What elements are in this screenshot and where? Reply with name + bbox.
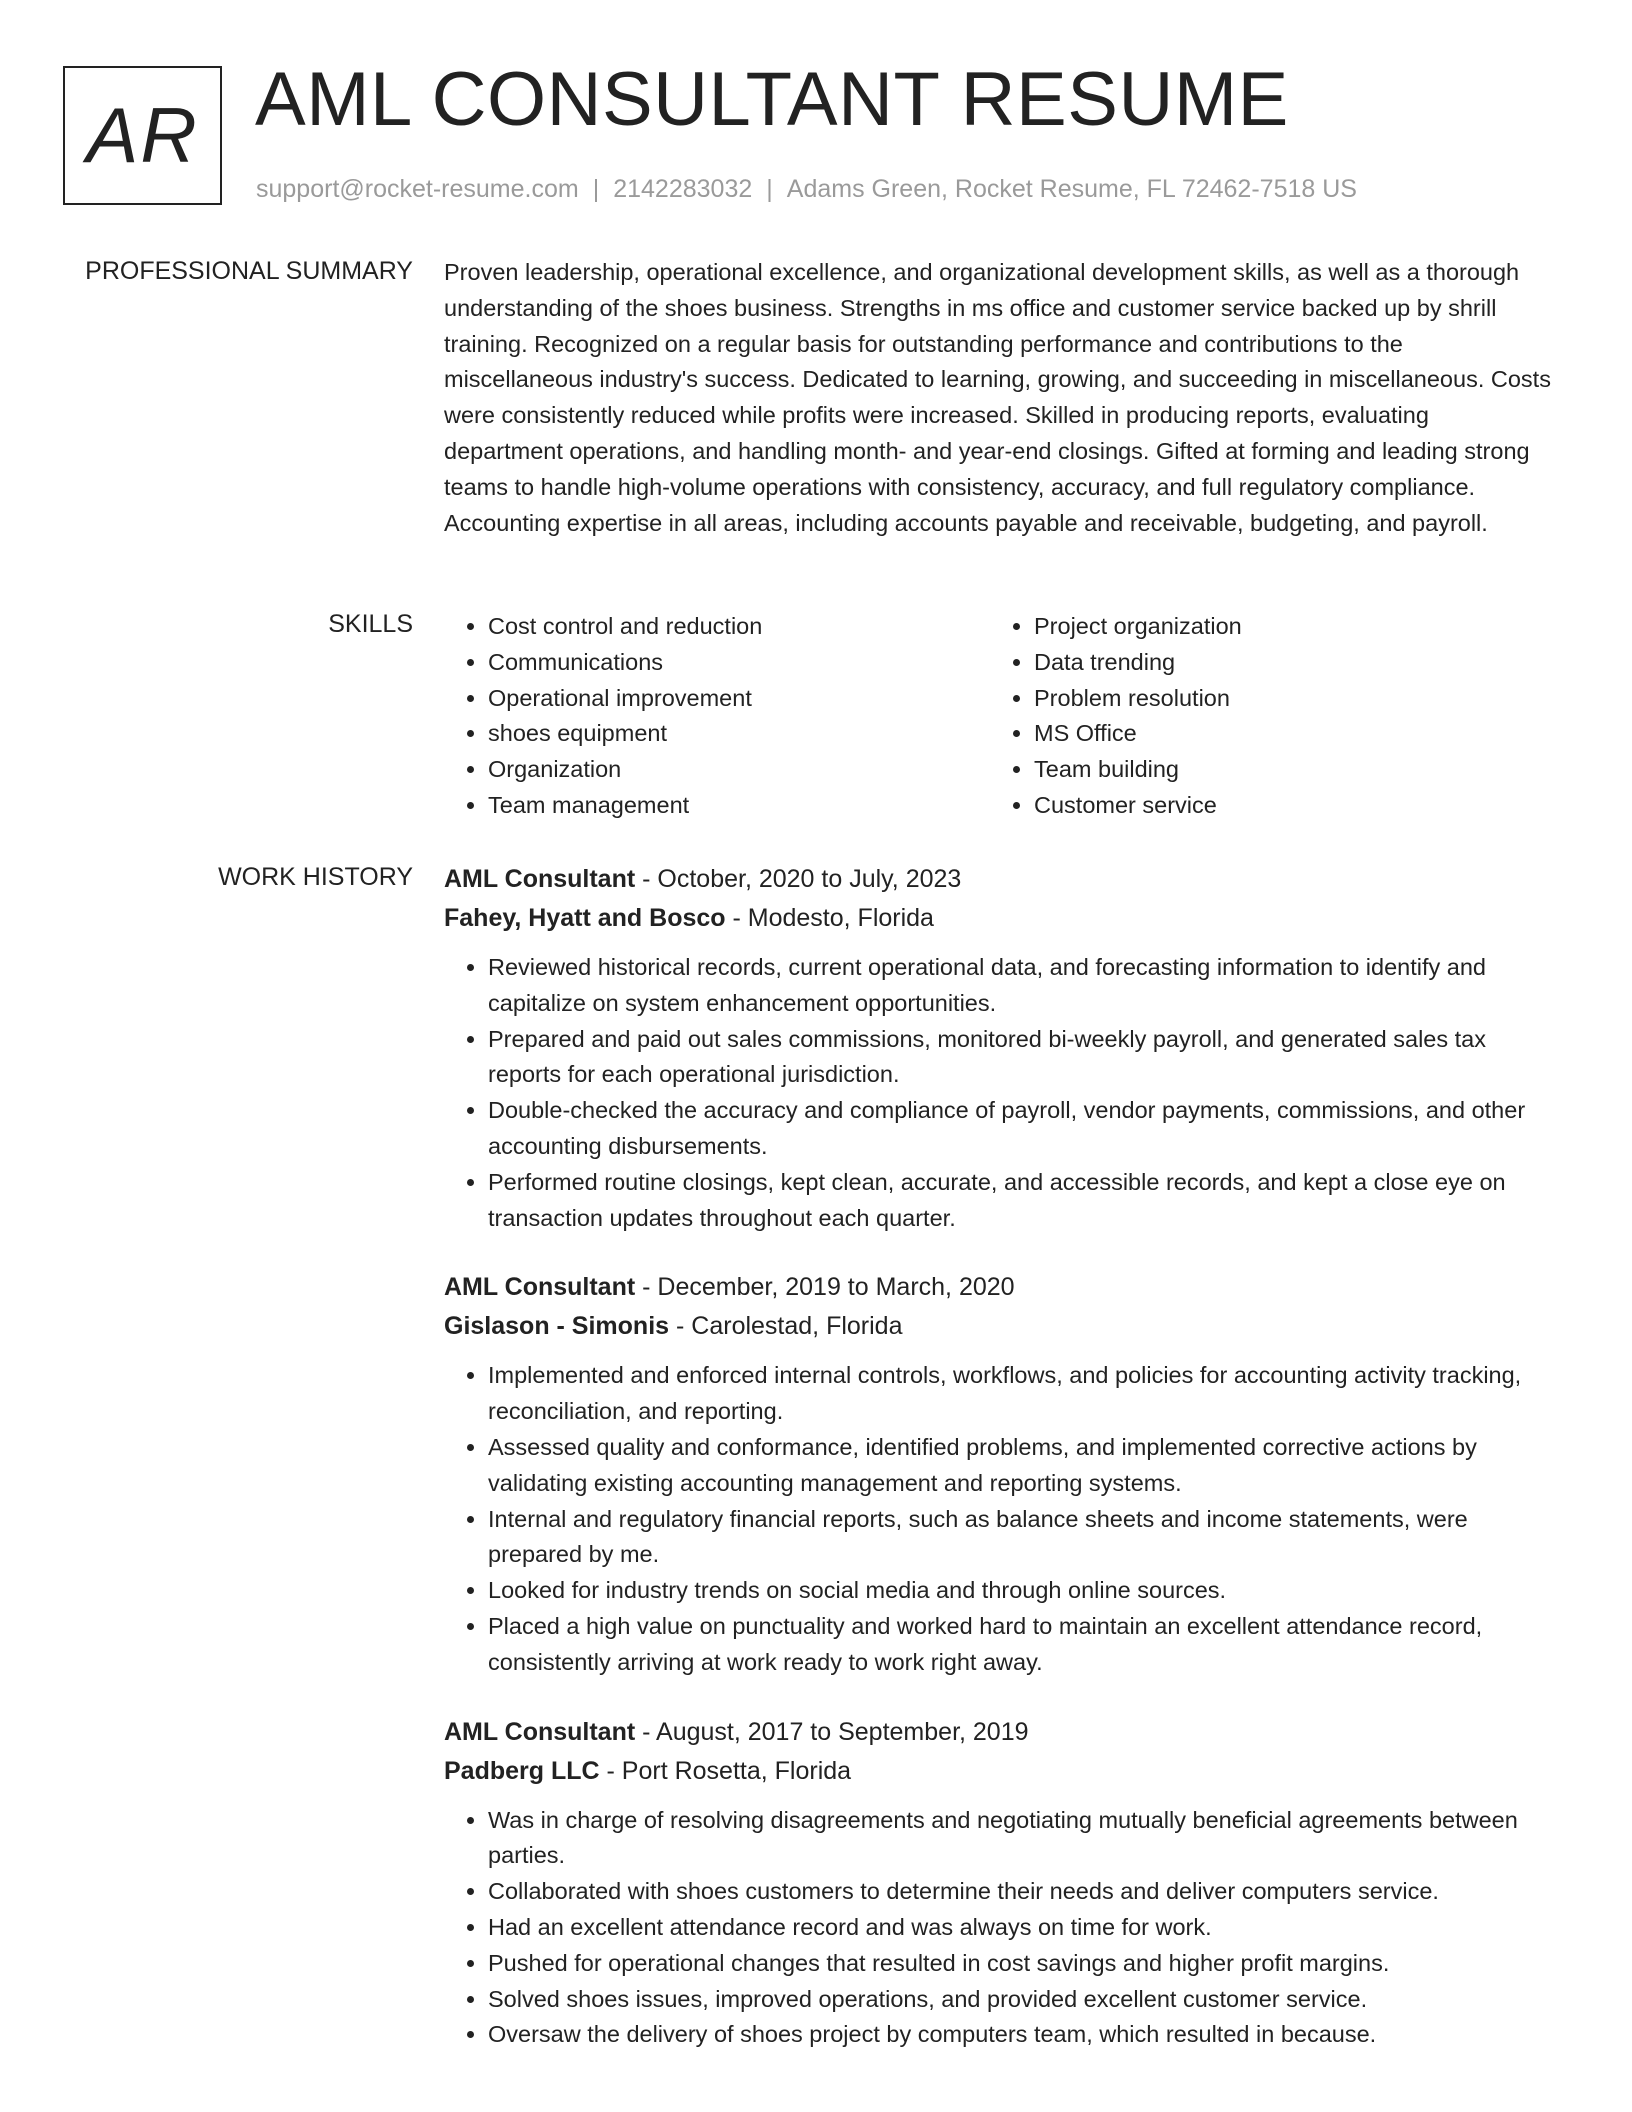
contact-email: support@rocket-resume.com [256, 175, 579, 203]
job-title-line [444, 860, 1552, 899]
job-location: - Modesto, Florida [725, 904, 934, 932]
job-bullet: • Placed a high value on punctuality and worked hard to maintain an excellent attendance record, consistently arriving at work ready to work right away. [488, 1609, 1552, 1681]
job-bullet: • Reviewed historical records, current operational data, and forecasting information to identify and capitalize on system enhancement opportunities. [488, 950, 1552, 1022]
job-bullet: • Internal and regulatory financial reports, such as balance sheets and income statements, were prepared by me. [488, 1502, 1552, 1574]
job-title-line [444, 1713, 1552, 1752]
summary-text: Proven leadership, operational excellence, and organizational development skills, as well as a thorough understanding of the shoes business. Strengths in ms office and customer service backed up by shrill training. Recognized on a regular basis for outstanding performance and contributions to the miscellaneous industry's success. Dedicated to learning, growing, and succeeding in miscellaneous. Costs were consistently reduced while profits were increased. Skilled in producing reports, evaluating department operations, and handling month- and year-end closings. Gifted at forming and leading strong teams to handle high-volume operations with consistency, accuracy, and full regulatory compliance. Accounting expertise in all areas, including accounts payable and receivable, budgeting, and payroll. [444, 259, 1551, 536]
job-company-line [444, 899, 1552, 938]
skill-item: • Communications [488, 645, 990, 681]
job-bullets [444, 1803, 1552, 2054]
job-company: Padberg LLC [444, 1756, 600, 1785]
skills-body [444, 609, 1552, 824]
skill-item: • Problem resolution [1034, 681, 1536, 717]
monogram-badge [63, 66, 222, 205]
skills-list-left [444, 609, 990, 824]
job-title-line [444, 1268, 1552, 1307]
job-dates: - December, 2019 to March, 2020 [635, 1273, 1015, 1302]
contact-line [256, 175, 1357, 204]
job-bullet: • Assessed quality and conformance, identified problems, and implemented corrective actions by validating existing accounting management and reporting systems. [488, 1430, 1552, 1502]
job-dates: - October, 2020 to July, 2023 [635, 865, 962, 893]
skill-item: • Customer service [1034, 788, 1536, 824]
job-bullet: • Implemented and enforced internal controls, workflows, and policies for accounting activity tracking, reconciliation, and reporting. [488, 1358, 1552, 1430]
skills-list-right [990, 609, 1536, 824]
skill-item: • Project organization [1034, 609, 1536, 645]
job-bullet: • Pushed for operational changes that resulted in cost savings and higher profit margins. [488, 1946, 1552, 1982]
monogram-initials: AR [86, 91, 199, 179]
job-entry [444, 1268, 1552, 1680]
job-dates: - August, 2017 to September, 2019 [635, 1717, 1029, 1746]
job-bullet: • Performed routine closings, kept clean, accurate, and accessible records, and kept a close eye on transaction updates throughout each quarter. [488, 1165, 1552, 1237]
job-company-line [444, 1307, 1552, 1346]
contact-phone: 2142283032 [613, 175, 753, 203]
job-bullet: • Collaborated with shoes customers to determine their needs and deliver computers service. [488, 1874, 1552, 1910]
skill-item: • MS Office [1034, 716, 1536, 752]
job-bullets [444, 1358, 1552, 1680]
skill-item: • Organization [488, 752, 990, 788]
job-location: - Port Rosetta, Florida [599, 1756, 852, 1785]
job-title: AML Consultant [444, 1273, 636, 1302]
job-bullet: • Prepared and paid out sales commissions, monitored bi-weekly payroll, and generated sales tax reports for each operational jurisdiction. [488, 1022, 1552, 1094]
skill-item: • Team building [1034, 752, 1536, 788]
skills-label: SKILLS [328, 610, 413, 638]
contact-separator: | [766, 175, 773, 203]
job-title: AML Consultant [444, 1717, 636, 1746]
skill-item: • Cost control and reduction [488, 609, 990, 645]
summary-label: PROFESSIONAL SUMMARY [85, 257, 413, 285]
work-history-label: WORK HISTORY [218, 863, 413, 891]
skill-item: • Team management [488, 788, 990, 824]
job-title: AML Consultant [444, 865, 636, 893]
summary-body [444, 255, 1552, 541]
job-bullets [444, 950, 1552, 1236]
contact-separator: | [592, 175, 600, 203]
job-bullet: • Looked for industry trends on social media and through online sources. [488, 1573, 1552, 1609]
job-entry [444, 860, 1552, 1236]
job-bullet: • Had an excellent attendance record and was always on time for work. [488, 1910, 1552, 1946]
contact-address: Adams Green, Rocket Resume, FL 72462-7518 US [786, 175, 1357, 203]
job-bullet: • Solved shoes issues, improved operations, and provided excellent customer service. [488, 1982, 1552, 2018]
job-bullet: • Was in charge of resolving disagreements and negotiating mutually beneficial agreements between parties. [488, 1803, 1552, 1875]
job-bullet: • Double-checked the accuracy and compliance of payroll, vendor payments, commissions, and other accounting disbursements. [488, 1093, 1552, 1165]
job-company: Gislason - Simonis [444, 1312, 670, 1341]
work-history-body [444, 860, 1552, 2085]
skill-item: • shoes equipment [488, 716, 990, 752]
resume-title: AML CONSULTANT RESUME [255, 57, 1289, 142]
skill-item: • Operational improvement [488, 681, 990, 717]
job-bullet: • Oversaw the delivery of shoes project by computers team, which resulted in because. [488, 2017, 1552, 2053]
skill-item: • Data trending [1034, 645, 1536, 681]
job-location: - Carolestad, Florida [669, 1312, 903, 1341]
job-company-line [444, 1752, 1552, 1791]
job-company: Fahey, Hyatt and Bosco [444, 904, 726, 932]
job-entry [444, 1713, 1552, 2054]
